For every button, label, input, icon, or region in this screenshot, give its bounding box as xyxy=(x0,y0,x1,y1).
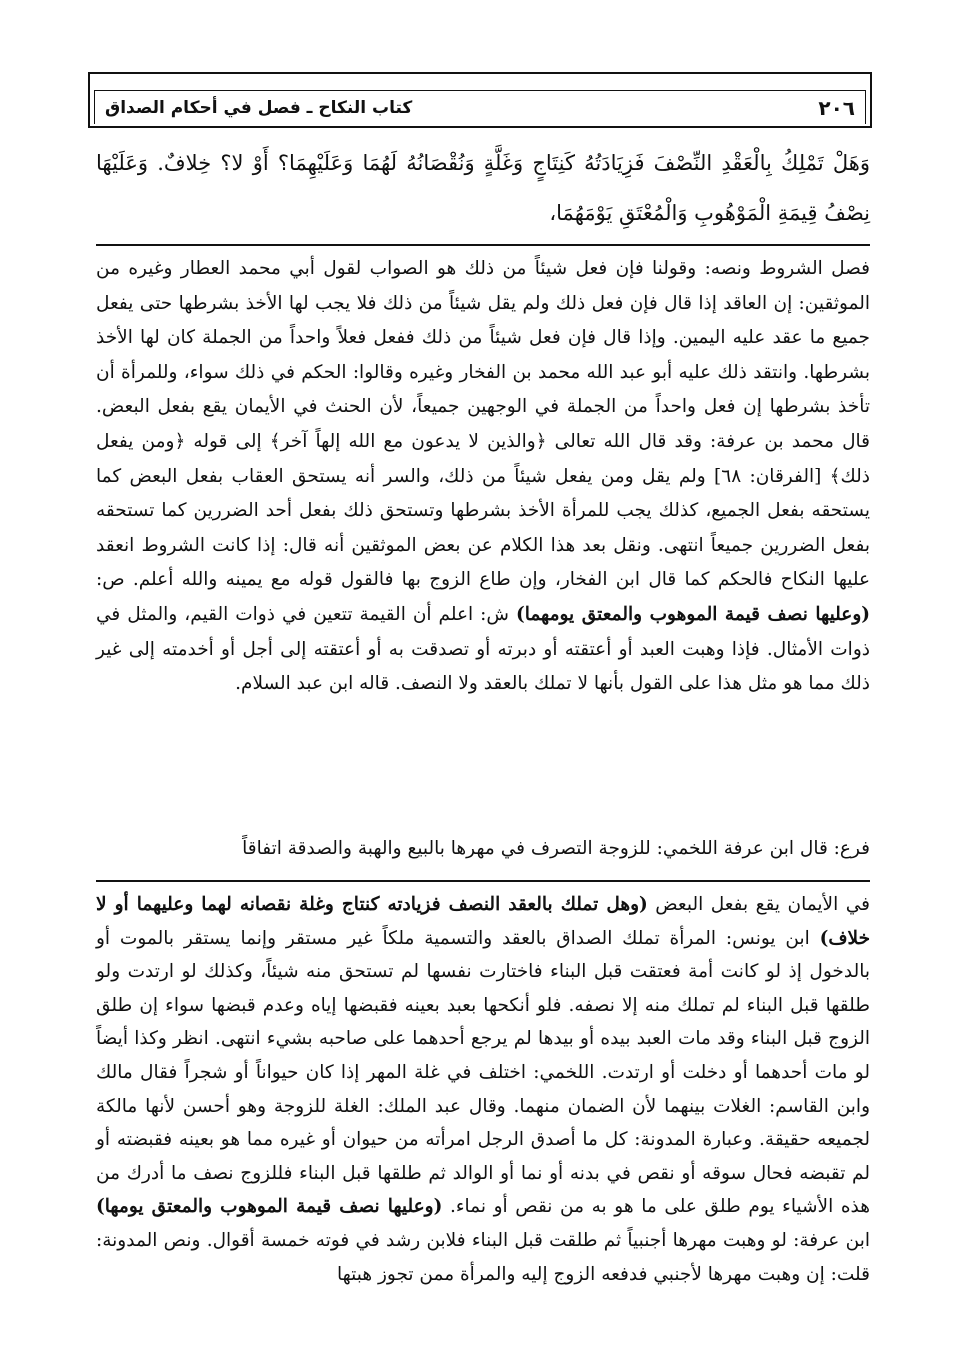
footer-text-part1: في الأيمان يقع بفعل البعض xyxy=(647,894,870,915)
separator-rule-bottom xyxy=(96,880,870,882)
footer-commentary-paragraph xyxy=(96,888,870,1291)
page-number: ٢٠٦ xyxy=(818,95,855,120)
page-header-frame xyxy=(88,72,872,128)
commentary-text-part1: فصل الشروط ونصه: وقولنا فإن فعل شيئاً من ذلك هو الصواب لقول أبي محمد العطار وغيره من الموثقين: إن العاقد إذا قال فإن فعل ذلك ولم يقل شيئاً من ذلك فلا يجب لها الأخذ بشرطها حتى يفعل جميع ما عقد عليه اليمين. وإذا قال فإن فعل شيئاً من ذلك ففعل فعلاً واحداً من الجملة كان لها الأخذ بشرطها. وانتقد ذلك عليه أبو عبد الله محمد بن الفخار وغيره وقالوا: الحكم في ذلك سواء، وللمرأة أن تأخذ بشرطها إن فعل واحداً من الجملة في الوجهين جميعاً، لأن الحنث في الأيمان يقع بفعل البعض. قال محمد بن عرفة: وقد قال الله تعالى ﴿والذين لا يدعون مع الله إلهاً آخر﴾ إلى قوله ﴿ومن يفعل ذلك﴾ [الفرقان: ٦٨] ولم يقل ومن يفعل شيئاً من ذلك، والسر أنه يستحق العقاب بفعل البعض كما يستحقه بفعل الجميع، كذلك يجب للمرأة الأخذ بشرطها وتستحق ذلك بفعل أحد الضررين كما تستحقه بفعل الضررين جميعاً انتهى. ونقل بعد هذا الكلام عن بعض الموثقين أنه قال: إذا كانت الشروط انعقد عليها النكاح فالحكم كما قال ابن الفخار، وإن طاع الزوج بها فالقول قوله مع يمينه والله أعلم. ص: xyxy=(96,258,870,591)
branch-paragraph: فرع: قال ابن عرفة اللخمي: للزوجة التصرف في مهرها بالبيع والهبة والصدقة اتفاقاً xyxy=(242,838,870,859)
page-header xyxy=(94,90,866,124)
commentary-paragraph xyxy=(96,252,870,702)
footer-matn-quote-2: (وعليها نصف قيمة الموهوب والمعتق يومها) xyxy=(96,1196,443,1218)
footer-matn-quote-1: (وهل تملك بالعقد النصف فزيادته كنتاج وغلة نقصانه لهما وعليهما أو لا خلاف) xyxy=(96,894,871,949)
running-title: كتاب النكاح ـ فصل في أحكام الصداق xyxy=(105,97,413,118)
commentary-matn-quote: (وعليها نصف قيمة الموهوب والمعتق يومهما) xyxy=(515,603,870,625)
separator-rule-top xyxy=(96,244,870,246)
commentary-text-part2: ش: اعلم أن القيمة تتعين في ذوات القيم، والمثل في ذوات الأمثال. فإذا وهبت العبد أو أعتقته أو دبرته أو تصدقت به أو أعتقته إلى أجل أو أخدمته إلى غير ذلك مما هو مثل هذا على القول بأنها لا تملك بالعقد ولا النصف. قاله ابن عبد السلام. xyxy=(96,603,870,695)
matn-text: وَهَلْ تَمْلِكُ بِالْعَقْدِ النِّصْفَ فَزِيَادَتُهُ كَنِتَاجٍ وَغَلَّةٍ وَنُقْصَانُهُ لَهُمَا وَعَلَيْهِمَا؟ أَوْ لا؟ خِلافٌ. وَعَلَيْهَا نِصْفُ قِيمَةِ الْمَوْهُوبِ وَالْمُعْتَقِ يَوْمَهُمَا، xyxy=(96,151,870,225)
footer-text-part2: ابن يونس: المرأة تملك الصداق بالعقد والتسمية ملكاً غير مستقر وإنما يستقر بالموت أو بالدخول إذ لو كانت أمة فعتقت قبل البناء فاختارت نفسها لم تستحق منه شيئاً، وكذلك لو ارتدت ولو طلقها قبل البناء لم تملك منه إلا نصفه. فلو أنكحها بعبد بعينه فقبضها إياه وعدم قبضها سواء إن طلق الزوج قبل البناء وقد مات العبد بيده أو بيدها لم يرجع أحدهما على صاحبه بشيء انتهى. انظر وكذا أيضاً لو مات أحدهما أو دخلت أو ارتدت. اللخمي: اختلف في غلة المهر إذا كان حيواناً أو شجراً فقال مالك وابن القاسم: الغلات بينهما لأن الضمان منهما. وقال عبد الملك: الغلة للزوجة وهو أحسن لأنها مالكة لجميعه حقيقة. وعبارة المدونة: كل ما أصدق الرجل امرأته من حيوان أو غيره مما هو بعينه فقبضته أو لم تقبضه فحال سوقه أو نقص في بدنه أو نما أو الوالد ثم طلقها قبل البناء فللزوج نصف ما أدرك من هذه الأشياء يوم طلق على ما هو به من نقص أو نماء. xyxy=(96,927,871,1218)
footer-text-part3: ابن عرفة: لو وهبت مهرها أجنبياً ثم طلقت قبل البناء فلابن رشد في فوته خمسة أقوال. ونص المدونة: قلت: إن وهبت مهرها لأجنبي فدفعه الزوج إليه والمرأة ممن تجوز هبتها xyxy=(96,1229,870,1285)
